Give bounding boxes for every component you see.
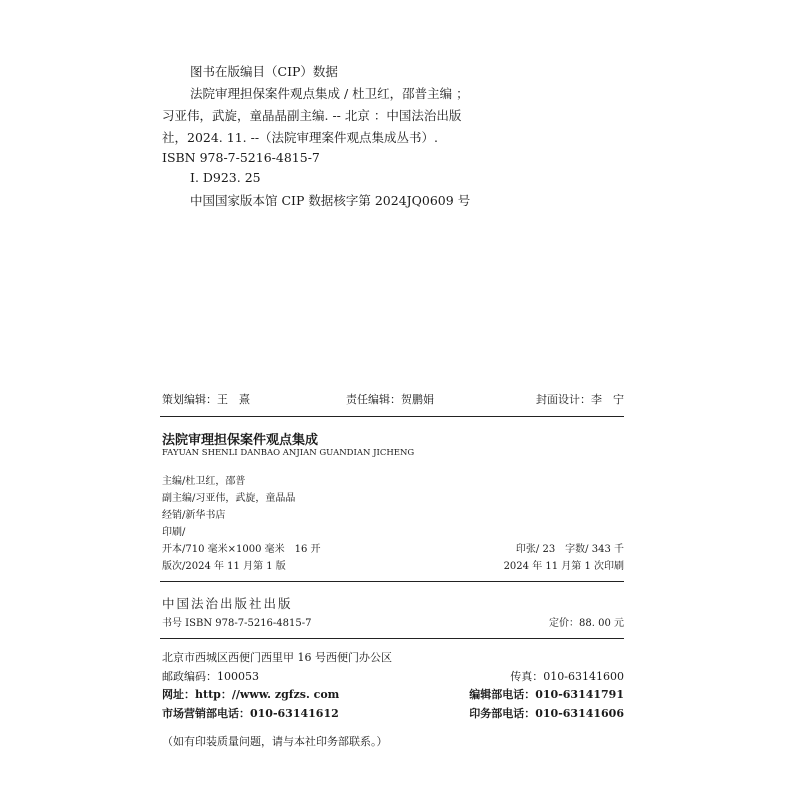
cover-designer: 封面设计：李 宁 — [536, 393, 624, 406]
marketing-phone: 市场营销部电话：010-63141612 — [162, 707, 339, 720]
book-format: 开本/710 毫米×1000 毫米 16 开 — [162, 544, 321, 555]
book-edition: 版次/2024 年 11 月第 1 版 — [162, 561, 286, 572]
cip-heading: 图书在版编目（CIP）数据 — [190, 64, 338, 79]
cip-classification: Ⅰ. D923. 25 — [190, 170, 261, 185]
quality-note: （如有印装质量问题，请与本社印务部联系。） — [162, 735, 388, 748]
postcode: 邮政编码：100053 — [162, 670, 259, 683]
deputy-editors: 副主编/习亚伟，武旋，童晶晶 — [162, 493, 296, 504]
responsible-editor: 责任编辑：贺鹏娟 — [346, 393, 434, 406]
edit-phone: 编辑部电话：010-63141791 — [469, 688, 624, 701]
website: 网址：http：//www. zgfzs. com — [162, 688, 340, 701]
publisher-name: 中国法治出版社出版 — [162, 596, 293, 611]
book-sheets: 印张/ 23 字数/ 343 千 — [515, 544, 624, 555]
fax: 传真：010-63141600 — [510, 670, 624, 683]
book-isbn: 书号 ISBN 978-7-5216-4815-7 — [162, 618, 312, 629]
cip-line-3: 社，2024. 11. --（法院审理案件观点集成丛书）. — [162, 130, 439, 145]
book-price: 定价：88. 00 元 — [549, 618, 624, 629]
publisher-address: 北京市西城区西便门西里甲 16 号西便门办公区 — [162, 651, 392, 664]
distributor: 经销/新华书店 — [162, 510, 226, 521]
print-phone: 印务部电话：010-63141606 — [469, 707, 624, 720]
cip-line-2: 习亚伟，武旋，童晶晶副主编. -- 北京 ：中国法治出版 — [162, 108, 462, 123]
divider-bottom — [160, 638, 624, 639]
divider-top — [160, 416, 624, 417]
cip-line-1: 法院审理担保案件观点集成 / 杜卫红，邵普主编 ； — [190, 86, 469, 101]
book-title-pinyin: FAYUAN SHENLI DANBAO ANJIAN GUANDIAN JICHENG — [162, 448, 415, 458]
book-printing: 2024 年 11 月第 1 次印刷 — [503, 561, 624, 572]
divider-middle — [160, 581, 624, 582]
book-title: 法院审理担保案件观点集成 — [162, 433, 319, 448]
cip-number: 中国国家版本馆 CIP 数据核字第 2024JQ0609 号 — [190, 193, 471, 208]
printer: 印刷/ — [162, 527, 186, 538]
cip-isbn: ISBN 978-7-5216-4815-7 — [162, 150, 320, 165]
chief-editors: 主编/杜卫红，邵普 — [162, 476, 246, 487]
planning-editor: 策划编辑：王 熹 — [162, 393, 250, 406]
